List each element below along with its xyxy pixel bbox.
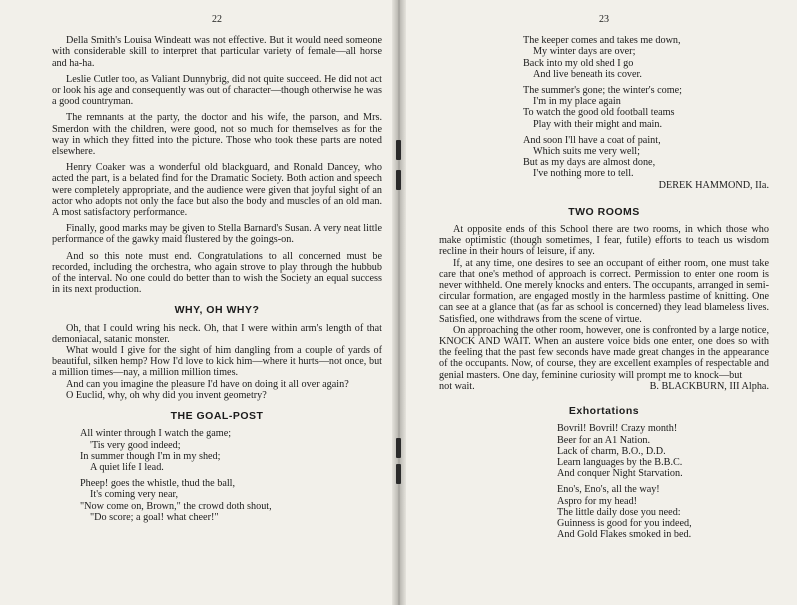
poem-line: Guinness is good for you indeed, bbox=[557, 517, 692, 529]
paragraph: Oh, that I could wring his neck. Oh, that I were within arm's length of that demoniacal, satanic monster. bbox=[52, 322, 382, 345]
right-page bbox=[399, 0, 797, 605]
byline-row bbox=[439, 381, 769, 392]
poem-line: Which suits me very well; bbox=[533, 146, 640, 158]
paragraph: O Euclid, why, oh why did you invent geometry? bbox=[66, 389, 267, 401]
poem-line: The little daily dose you need: bbox=[557, 506, 681, 518]
poem-line: "Now come on, Brown," the crowd doth shout, bbox=[80, 500, 272, 512]
binding-gutter bbox=[392, 0, 406, 605]
poem-line: A quiet life I lead. bbox=[90, 461, 164, 473]
poem-line: Pheep! goes the whistle, thud the ball, bbox=[80, 478, 236, 490]
paragraph-end: not wait. bbox=[439, 380, 475, 392]
poem-line: Eno's, Eno's, all the way! bbox=[557, 484, 660, 496]
article-title-why: WHY, OH WHY? bbox=[174, 304, 260, 317]
paragraph: Della Smith's Louisa Windeatt was not effective. But it would need someone with considerable skill to interpret that particular variety of female—all horse and ha-ha. bbox=[52, 35, 382, 69]
paragraph: The remnants at the party, the doctor and his wife, the parson, and Mrs. Smerdon with the children, were good, not so much for themselves as for the way in which they fitted into the picture. Those who took these parts are noted elsewhere. bbox=[52, 112, 382, 158]
paragraph: If, at any time, one desires to see an occupant of either room, one must take care that one's method of approach is correct. Permission to enter one room is never withheld. One merely knocks and enters. The occupants, arranged in semi-circular formation, are engaged mostly in the harmless pastime of knitting. One can see at a glance that (as far as school is concerned) they lead blameless lives. Satisfied, one withdraws from the scene of virtue. bbox=[439, 257, 769, 325]
poem-line: "Do score; a goal! what cheer!" bbox=[90, 511, 219, 523]
poem-line: 'Tis very good indeed; bbox=[90, 439, 181, 451]
paragraph: And so this note must end. Congratulations to all concerned must be recorded, including the orchestra, who again strove to play through the hubbub of the interval. No one could do better than to wish the Society an equal success in its next production. bbox=[52, 250, 382, 296]
poem-line: My winter days are over; bbox=[533, 46, 636, 58]
poem-line: Beer for an A1 Nation. bbox=[557, 434, 651, 446]
page-number-right: 23 bbox=[599, 14, 609, 25]
poem-line: Play with their might and main. bbox=[533, 118, 663, 130]
poem-line: Aspro for my head! bbox=[557, 495, 638, 507]
poem-line: The keeper comes and takes me down, bbox=[523, 35, 681, 47]
goalpost-poem bbox=[80, 428, 382, 523]
exhortations-poem bbox=[557, 423, 769, 540]
poem-line: And Gold Flakes smoked in bed. bbox=[557, 529, 692, 541]
staple-bottom-lower bbox=[396, 464, 401, 484]
left-page bbox=[0, 0, 398, 605]
poem-line: In summer though I'm in my shed; bbox=[80, 450, 221, 462]
poem-line: I've nothing more to tell. bbox=[533, 168, 634, 180]
paragraph: At opposite ends of this School there are two rooms, in which those who make optimistic (though sometimes, I fear, futile) efforts to teach us wisdom recline in their hours of leisure, if any. bbox=[439, 224, 769, 258]
paragraph: What would I give for the sight of him dangling from a couple of yards of beautiful, silken hemp? How I'd love to kick him—where it hurts—not once, but a million times—nay, a million million times. bbox=[52, 345, 382, 379]
author-signature: B. BLACKBURN, III Alpha. bbox=[649, 380, 769, 392]
poem-line: The summer's gone; the winter's come; bbox=[523, 85, 682, 97]
poem-line: I'm in my place again bbox=[533, 96, 621, 108]
article-title-exhortations: Exhortations bbox=[568, 405, 640, 418]
paragraph: And can you imagine the pleasure I'd have on doing it all over again? bbox=[66, 378, 349, 390]
poem-line: All winter through I watch the game; bbox=[80, 428, 232, 440]
poem-line: Bovril! Bovril! Crazy month! bbox=[557, 423, 678, 435]
poem-line: Back into my old shed I go bbox=[523, 57, 634, 69]
page-number-left: 22 bbox=[212, 14, 222, 25]
article-title-two-rooms: TWO ROOMS bbox=[568, 205, 640, 218]
poem-line: Learn languages by the B.B.C. bbox=[557, 456, 683, 468]
article-title-goalpost: THE GOAL-POST bbox=[170, 410, 264, 423]
poem-line: But as my days are almost done, bbox=[523, 157, 656, 169]
author-signature: DEREK HAMMOND, IIa. bbox=[658, 179, 769, 191]
staple-top bbox=[396, 140, 401, 160]
paragraph: Finally, good marks may be given to Stella Barnard's Susan. A very neat little performance of the gawky maid flustered by the goings-on. bbox=[52, 223, 382, 246]
goalpost-poem-continued bbox=[523, 35, 769, 179]
paragraph: On approaching the other room, however, one is confronted by a large notice, KNOCK AND WAIT. When an austere voice bids one enter, one does so with the feeling that the past few seconds have made great changes in the appearance of the occupants. Now, of course, they are excellent examples of respectable and genial masters. One day, feminine curiosity will prompt me to knock—but bbox=[439, 324, 769, 381]
poem-line: And soon I'll have a coat of paint, bbox=[523, 134, 661, 146]
poem-line: It's coming very near, bbox=[90, 489, 178, 501]
poem-line: Lack of charm, B.O., D.D. bbox=[557, 445, 666, 457]
poem-line: To watch the good old football teams bbox=[523, 107, 675, 119]
paragraph: Henry Coaker was a wonderful old blackguard, and Ronald Dancey, who acted the part, is a belated find for the Dramatic Society. Both action and speech were completely appropriate, and the audience were given that joyful sight of an actor who adopts not only the face but also the body and muscles of an old man. A most satisfactory performance. bbox=[52, 162, 382, 219]
staple-top-lower bbox=[396, 170, 401, 190]
paragraph: Leslie Cutler too, as Valiant Dunnybrig, did not quite succeed. He did not act or look his age and consequently was out of character—though otherwise he was a good countryman. bbox=[52, 73, 382, 108]
staple-bottom bbox=[396, 438, 401, 458]
poem-line: And live beneath its cover. bbox=[533, 68, 642, 80]
poem-line: And conquer Night Starvation. bbox=[557, 468, 683, 480]
